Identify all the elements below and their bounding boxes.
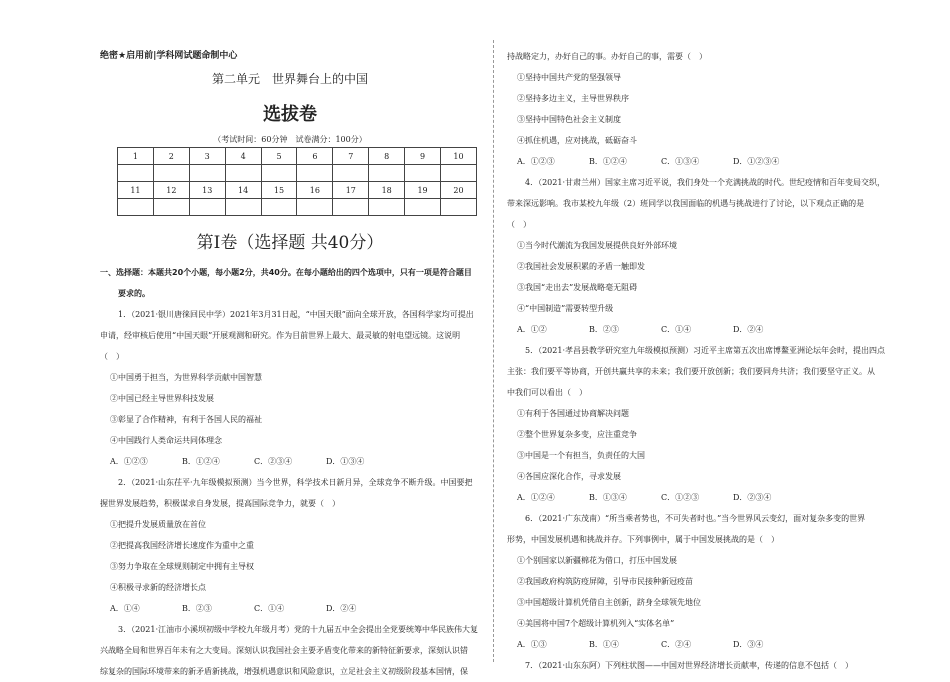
right-question-block bbox=[507, 46, 899, 676]
answer-cell[interactable] bbox=[441, 199, 477, 216]
statement-line: ③中国是一个有担当，负责任的大国 bbox=[517, 451, 645, 460]
answer-cell[interactable] bbox=[297, 199, 333, 216]
answer-cell[interactable] bbox=[225, 199, 261, 216]
answer-cell[interactable] bbox=[405, 199, 441, 216]
answer-cell[interactable] bbox=[153, 199, 189, 216]
statement-line: ③我国“走出去”发展战略毫无阻碍 bbox=[517, 283, 638, 292]
answer-cell[interactable] bbox=[118, 165, 154, 182]
table-cell: 20 bbox=[441, 182, 477, 199]
question-line: 6．（2021·广东茂南）“所当乘者势也，不可失者时也。”当今世界风云变幻，面对复杂多变的世界 bbox=[525, 514, 866, 523]
option-a[interactable]: A．①②③ bbox=[110, 457, 148, 466]
table-cell: 18 bbox=[369, 182, 405, 199]
option-c[interactable]: C．①③④ bbox=[661, 157, 700, 166]
table-cell: 19 bbox=[405, 182, 441, 199]
statement-line: ①有利于各国通过协商解决问题 bbox=[517, 409, 629, 418]
header-note: 绝密★启用前|学科网试题命制中心 bbox=[100, 51, 238, 61]
question-line: （ ） bbox=[507, 220, 531, 229]
option-b[interactable]: B．②③ bbox=[182, 604, 212, 613]
answer-table-row-numbers-2 bbox=[118, 182, 477, 199]
answer-cell[interactable] bbox=[333, 165, 369, 182]
options-row bbox=[507, 319, 899, 340]
table-cell: 17 bbox=[333, 182, 369, 199]
option-b[interactable]: B．①②④ bbox=[589, 157, 627, 166]
question-line: 握世界发展趋势，积极谋求自身发展，提高国际竞争力，就要（ ） bbox=[100, 499, 340, 508]
statement-line: ③彰显了合作精神，有利于各国人民的福祉 bbox=[110, 415, 262, 424]
answer-cell[interactable] bbox=[153, 165, 189, 182]
table-cell: 16 bbox=[297, 182, 333, 199]
exam-info: （考试时间：60分钟 试卷满分：100分） bbox=[213, 135, 367, 144]
statement-line: ③努力争取在全球规则制定中拥有主导权 bbox=[110, 562, 254, 571]
statement-line: ④中国践行人类命运共同体理念 bbox=[110, 436, 222, 445]
answer-cell[interactable] bbox=[441, 165, 477, 182]
question-line: 主张：我们要平等协商，开创共赢共享的未来；我们要开放创新；我们要同舟共济；我们要坚守正义。从 bbox=[507, 367, 875, 376]
column-divider bbox=[493, 40, 494, 662]
statement-line: ①个别国家以新疆棉花为借口，打压中国发展 bbox=[517, 556, 677, 565]
answer-cell[interactable] bbox=[261, 165, 297, 182]
option-a[interactable]: A．①④ bbox=[110, 604, 140, 613]
option-b[interactable]: B．①②④ bbox=[182, 457, 220, 466]
option-b[interactable]: B．①③④ bbox=[589, 493, 627, 502]
instructions-line: 要求的。 bbox=[118, 289, 150, 298]
statement-line: ①把提升发展质量放在首位 bbox=[110, 520, 206, 529]
statement-line: ①坚持中国共产党的坚强领导 bbox=[517, 73, 621, 82]
option-a[interactable]: A．①② bbox=[517, 325, 547, 334]
table-cell: 11 bbox=[118, 182, 154, 199]
option-d[interactable]: D．②④ bbox=[326, 604, 357, 613]
answer-cell[interactable] bbox=[225, 165, 261, 182]
table-cell: 15 bbox=[261, 182, 297, 199]
statement-line: ②中国已经主导世界科技发展 bbox=[110, 394, 214, 403]
answer-table-row-numbers-1 bbox=[118, 148, 477, 165]
statement-line: ②把提高我国经济增长速度作为重中之重 bbox=[110, 541, 254, 550]
table-cell: 1 bbox=[118, 148, 154, 165]
exam-title: 选拔卷 bbox=[263, 104, 317, 125]
statement-line: ③中国超级计算机凭借自主创新，跻身全球领先地位 bbox=[517, 598, 701, 607]
question-line: 申请，经审核后使用“中国天眼”开展观测和研究。作为目前世界上最大、最灵敏的射电望远镜。这说明 bbox=[100, 331, 461, 340]
part-title: 第Ⅰ卷（选择题 共40分） bbox=[196, 233, 384, 253]
table-cell: 14 bbox=[225, 182, 261, 199]
table-cell: 4 bbox=[225, 148, 261, 165]
option-d[interactable]: D．①②③④ bbox=[733, 157, 780, 166]
question-line: 3．（2021·江油市小溪坝初级中学校九年级月考）党的十九届五中全会提出全党要统筹中华民族伟大复 bbox=[118, 625, 478, 634]
statement-line: ④抓住机遇，应对挑战，砥砺奋斗 bbox=[517, 136, 637, 145]
answer-cell[interactable] bbox=[369, 165, 405, 182]
question-line: 4．（2021·甘肃兰州）国家主席习近平说，我们身处一个充满挑战的时代。世纪疫情和百年变局交织， bbox=[525, 178, 885, 187]
statement-line: ④美国将中国7个超级计算机列入“实体名单” bbox=[517, 619, 675, 628]
table-cell: 8 bbox=[369, 148, 405, 165]
question-line: 兴战略全局和世界百年未有之大变局。深刻认识我国社会主要矛盾变化带来的新特征新要求，深刻认识错 bbox=[100, 646, 468, 655]
question-line: 5．（2021·孝昌县教学研究室九年级模拟预测）习近平主席第五次出席博鳌亚洲论坛年会时，提出四点 bbox=[525, 346, 885, 355]
options-row bbox=[100, 598, 492, 619]
options-row bbox=[507, 634, 899, 655]
answer-cell[interactable] bbox=[261, 199, 297, 216]
option-c[interactable]: C．①②③ bbox=[661, 493, 700, 502]
answer-cell[interactable] bbox=[405, 165, 441, 182]
option-c[interactable]: C．②④ bbox=[661, 640, 692, 649]
answer-table-row-blank-1 bbox=[118, 165, 477, 182]
table-cell: 12 bbox=[153, 182, 189, 199]
table-cell: 5 bbox=[261, 148, 297, 165]
question-line: 带来深远影响。我市某校九年级（2）班同学以我国面临的机遇与挑战进行了讨论，以下观点正确的是 bbox=[507, 199, 865, 208]
table-cell: 3 bbox=[189, 148, 225, 165]
statement-line: ②我国政府构筑防疫屏障，引导市民接种新冠疫苗 bbox=[517, 577, 693, 586]
question-line: 中我们可以看出（ ） bbox=[507, 388, 587, 397]
question-line: 1．（2021·银川唐徕回民中学）2021年3月31日起，“中国天眼”面向全球开放，各国科学家均可提出 bbox=[118, 310, 474, 319]
question-line: 7．（2021·山东东阿）下列柱状图——中国对世界经济增长贡献率，传递的信息不包括（ ） bbox=[525, 661, 853, 670]
question-line: （ ） bbox=[100, 352, 124, 361]
statement-line: ②我国社会发展积累的矛盾一触即发 bbox=[517, 262, 645, 271]
option-d[interactable]: D．②③④ bbox=[733, 493, 772, 502]
options-row bbox=[507, 151, 899, 172]
statement-line: ①当今时代潮流为我国发展提供良好外部环境 bbox=[517, 241, 677, 250]
instructions-line: 一、选择题：本题共20个小题，每小题2分，共40分。在每小题给出的四个选项中，只有一项是符合题目 bbox=[100, 268, 472, 277]
option-d[interactable]: D．①③④ bbox=[326, 457, 365, 466]
option-b[interactable]: B．①④ bbox=[589, 640, 619, 649]
option-a[interactable]: A．①②③ bbox=[517, 157, 555, 166]
statement-line: ①中国勇于担当，为世界科学贡献中国智慧 bbox=[110, 373, 262, 382]
option-c[interactable]: C．②③④ bbox=[254, 457, 293, 466]
table-cell: 13 bbox=[189, 182, 225, 199]
statement-line: ②整个世界复杂多变，应注重竞争 bbox=[517, 430, 637, 439]
option-c[interactable]: C．①④ bbox=[254, 604, 285, 613]
answer-table-row-blank-2 bbox=[118, 199, 477, 216]
answer-cell[interactable] bbox=[189, 165, 225, 182]
table-cell: 2 bbox=[153, 148, 189, 165]
option-d[interactable]: D．②④ bbox=[733, 325, 764, 334]
option-a[interactable]: A．①②④ bbox=[517, 493, 555, 502]
statement-line: ④各国应深化合作，寻求发展 bbox=[517, 472, 621, 481]
option-c[interactable]: C．①④ bbox=[661, 325, 692, 334]
option-a[interactable]: A．①③ bbox=[517, 640, 547, 649]
table-cell: 9 bbox=[405, 148, 441, 165]
question-line: 综复杂的国际环境带来的新矛盾新挑战，增强机遇意识和风险意识，立足社会主义初级阶段基本国情，保 bbox=[100, 667, 468, 676]
answer-cell[interactable] bbox=[369, 199, 405, 216]
answer-cell[interactable] bbox=[189, 199, 225, 216]
options-row bbox=[100, 451, 492, 472]
left-question-block bbox=[100, 262, 492, 682]
statement-line: ②坚持多边主义，主导世界秩序 bbox=[517, 94, 629, 103]
question-line: 形势，中国发展机遇和挑战并存。下列事例中，属于中国发展挑战的是（ ） bbox=[507, 535, 779, 544]
options-row bbox=[507, 487, 899, 508]
statement-line: ④“中国制造”需要转型升级 bbox=[517, 304, 614, 313]
option-d[interactable]: D．③④ bbox=[733, 640, 764, 649]
answer-cell[interactable] bbox=[118, 199, 154, 216]
answer-cell[interactable] bbox=[297, 165, 333, 182]
question-line: 2．（2021·山东茌平·九年级模拟预测）当今世界，科学技术日新月异，全球竞争不断升级。中国要把 bbox=[118, 478, 473, 487]
answer-table bbox=[117, 147, 477, 216]
option-b[interactable]: B．②③ bbox=[589, 325, 619, 334]
question-line: 持战略定力，办好自己的事。办好自己的事，需要（ ） bbox=[507, 52, 707, 61]
table-cell: 10 bbox=[441, 148, 477, 165]
table-cell: 7 bbox=[333, 148, 369, 165]
statement-line: ④积极寻求新的经济增长点 bbox=[110, 583, 206, 592]
statement-line: ③坚持中国特色社会主义制度 bbox=[517, 115, 621, 124]
answer-cell[interactable] bbox=[333, 199, 369, 216]
table-cell: 6 bbox=[297, 148, 333, 165]
unit-title: 第二单元 世界舞台上的中国 bbox=[211, 72, 368, 86]
